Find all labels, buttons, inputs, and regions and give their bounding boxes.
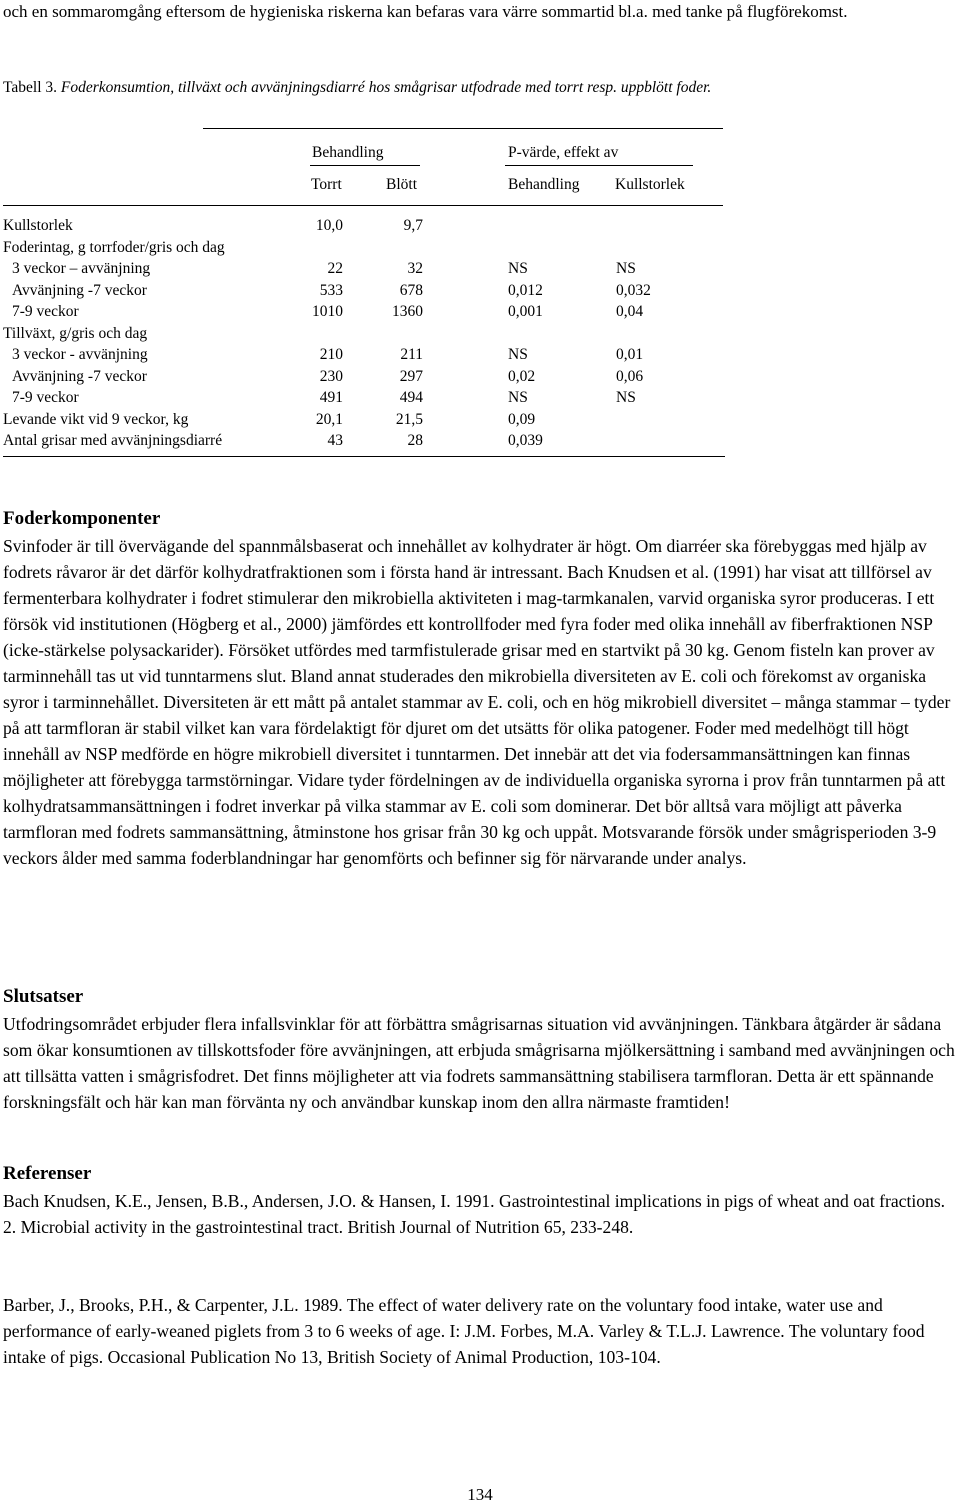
group-header-pvarde: P-värde, effekt av: [508, 144, 619, 161]
row-label: 3 veckor – avvänjning: [12, 260, 151, 277]
table-cell: NS: [508, 346, 528, 363]
row-label: Avvänjning -7 veckor: [12, 281, 147, 299]
table-cell: 0,09: [508, 410, 536, 428]
table-cell: 678: [399, 281, 423, 299]
table-row: [3, 430, 723, 452]
table-caption: [3, 77, 903, 99]
table-row: [3, 301, 723, 323]
table-cell: 494: [399, 389, 423, 406]
table-cell: 211: [400, 346, 423, 363]
table-bottom-rule: [3, 456, 725, 457]
table-cell: 28: [407, 432, 423, 449]
table-cell: 22: [327, 260, 343, 277]
page-number: 134: [467, 1485, 493, 1504]
col-header-behandling: Behandling: [508, 176, 580, 193]
table-row: [3, 258, 723, 280]
table-cell: 0,01: [616, 346, 644, 363]
table-top-rule: [203, 128, 723, 129]
heading-foderkomponenter: Foderkomponenter: [3, 508, 161, 529]
group-rule-behandling: [310, 165, 420, 166]
table-caption-text: Foderkonsumtion, tillväxt och avvänjningsdiarré hos smågrisar utfodrade med torrt resp. uppblött foder.: [60, 79, 712, 96]
table-cell: 230: [319, 367, 343, 385]
row-label: Antal grisar med avvänjningsdiarré: [3, 432, 223, 449]
row-label: Foderintag, g torrfoder/gris och dag: [3, 238, 225, 256]
table-cell: 0,06: [616, 367, 644, 385]
table-row: [3, 344, 723, 366]
table-cell: NS: [508, 260, 528, 277]
table-cell: 533: [319, 281, 343, 299]
col-header-kullstorlek: Kullstorlek: [615, 176, 685, 193]
table-cell: 32: [407, 260, 423, 277]
table-cell: 210: [319, 346, 343, 363]
table-row: [3, 280, 723, 302]
table-cell: 0,04: [616, 303, 644, 320]
table-cell: 43: [327, 432, 343, 449]
group-header-behandling: Behandling: [312, 144, 384, 161]
table-row: [3, 387, 723, 409]
table-header-rule: [3, 205, 723, 206]
row-label: 3 veckor - avvänjning: [12, 346, 148, 363]
paragraph-slutsatser: Utfodringsområdet erbjuder flera infallsvinklar för att förbättra smågrisarnas situation vid avvänjningen. Tänkbara åtgärder är sådana som ökar konsumtionen av tillskottsfoder före avvänjningen, att erbjuda smågrisarna mjölkersättning i samband med avvänjningen och att tillsätta vatten i smågrisfodret. Det finns möjligheter att via fodrets sammansättning stabilisera tarmfloran. Detta är ett spännande forskningsfält och här kan man förvänta ny och användbar kunskap inom den allra närmaste framtiden!: [3, 1014, 955, 1112]
table-cell: NS: [508, 389, 528, 406]
table-caption-prefix: Tabell 3.: [3, 79, 61, 96]
group-rule-pvarde: [505, 165, 693, 166]
table-cell: 10,0: [315, 217, 343, 234]
row-label: 7-9 veckor: [12, 303, 79, 320]
reference-barber: Barber, J., Brooks, P.H., & Carpenter, J.L. 1989. The effect of water delivery rate on the voluntary food intake, water use and performance of early-weaned piglets from 3 to 6 weeks of age. I: J.M. Forbes, M.A. Varley & T.L.J. Lawrence. The voluntary food intake of pigs. Occasional Publication No 13, British Society of Animal Production, 103-104.: [3, 1295, 925, 1367]
table-row: [3, 237, 723, 259]
table-cell: 9,7: [403, 217, 423, 234]
row-label: Kullstorlek: [3, 217, 73, 234]
table-cell: 491: [319, 389, 343, 406]
row-label: 7-9 veckor: [12, 389, 79, 406]
row-label: Tillväxt, g/gris och dag: [3, 324, 148, 342]
table-cell: 0,001: [508, 303, 543, 320]
row-label: Avvänjning -7 veckor: [12, 367, 147, 385]
table-cell: 0,012: [508, 281, 543, 299]
paragraph-foderkomponenter: Svinfoder är till övervägande del spannmålsbaserat och innehållet av kolhydrater är högt. Om diarréer ska förebyggas med hjälp av fodrets råvaror är det därför kolhydratfraktionen som i första hand är intressant. Bach Knudsen et al. (1991) har visat att tillförsel av fermenterbara kolhydrater i fodret stimulerar den mikrobiella aktiviteten i mag-tarmkanalen, varvid organiska syror produceras. I ett försök vid institutionen (Högberg et al., 2000) jämfördes ett kontrollfoder med fyra foder med olika innehåll av fiberfraktionen NSP (icke-stärkelse polysackarider). Försöket utfördes med tarmfistulerade grisar med en startvikt på 30 kg. Genom fisteln kan prover av tarminnehåll tas ut vid tunntarmens slut. Bland annat studerades den mikrobiella diversiteten av E. coli och förekomst av organiska syror i tarminnehållet. Diversiteten är ett mått på antalet stammar av E. coli, och en hög mikrobiell diversitet – många stammar – tyder på att tarmfloran är stabil vilket kan vara fördelaktigt för djuret om det utsätts för olika patogener. Foder med medelhögt till högt innehåll av NSP medförde en högre mikrobiell diversitet i tunntarmen. Det innebär att det via fodersammansättningen kan finnas möjligheter att förebygga tarmstörningar. Vidare tyder fördelningen av de individuella organiska syrorna i prov från tunntarmen på att kolhydratsammansättningen i fodret inverkar på vilka stammar av E. coli som dominerar. Det bör alltså vara möjligt att påverka tarmfloran med fodrets sammansättning, åtminstone hos grisar från 30 kg och uppåt. Motsvarande försök under smågrisperioden 3-9 veckors ålder med samma foderblandningar har genomförts och befinner sig för närvarande under analys.: [3, 536, 951, 868]
table-row: [3, 323, 723, 345]
table-cell: 21,5: [395, 410, 423, 428]
table-cell: 0,039: [508, 432, 543, 449]
table-cell: 297: [399, 367, 423, 385]
table-row: [3, 366, 723, 388]
table-row: [3, 215, 723, 237]
table-cell: 0,032: [616, 281, 651, 299]
table-cell: 20,1: [315, 410, 343, 428]
table-cell: 1010: [312, 303, 343, 320]
table-cell: NS: [616, 260, 636, 277]
row-label: Levande vikt vid 9 veckor, kg: [3, 410, 189, 428]
intro-paragraph: och en sommaromgång eftersom de hygieniska riskerna kan befaras vara värre sommartid bl.a. med tanke på flugförekomst.: [3, 2, 848, 21]
col-header-blott: Blött: [386, 176, 418, 193]
heading-referenser: Referenser: [3, 1163, 92, 1184]
heading-slutsatser: Slutsatser: [3, 986, 84, 1007]
table-cell: NS: [616, 389, 636, 406]
reference-bach-knudsen: Bach Knudsen, K.E., Jensen, B.B., Andersen, J.O. & Hansen, I. 1991. Gastrointestinal implications in pigs of wheat and oat fractions. 2. Microbial activity in the gastrointestinal tract. British Journal of Nutrition 65, 233-248.: [3, 1191, 946, 1237]
table-cell: 0,02: [508, 367, 536, 385]
col-header-torrt: Torrt: [311, 176, 342, 193]
table-row: [3, 409, 723, 431]
table-cell: 1360: [392, 303, 423, 320]
